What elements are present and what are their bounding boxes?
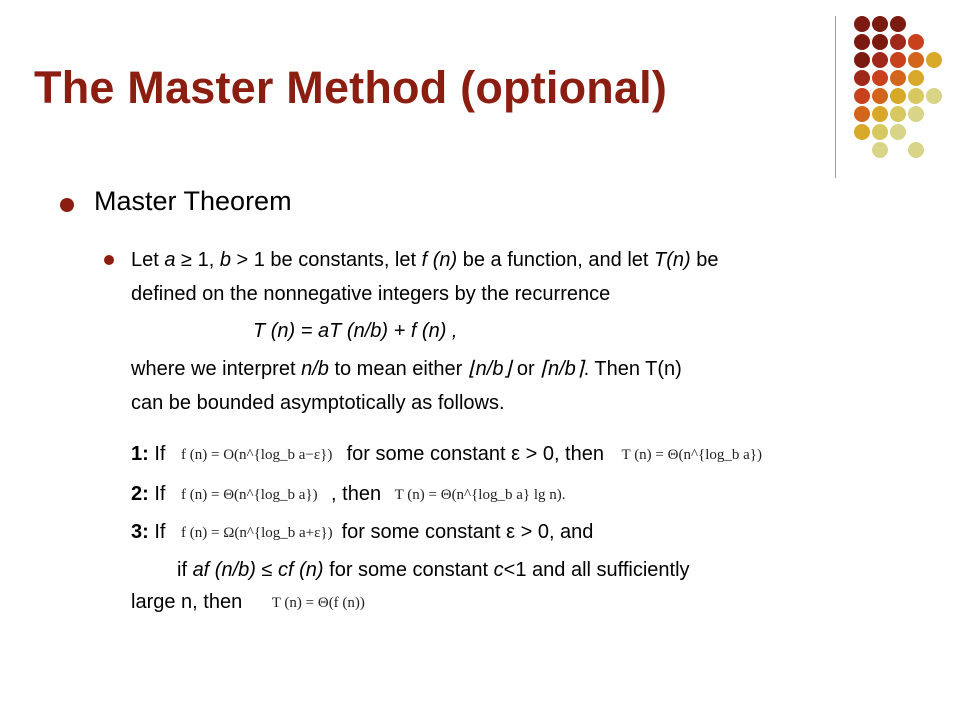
decor-dot (926, 88, 942, 104)
slide-title: The Master Method (optional) (34, 62, 668, 113)
decor-dot (872, 16, 888, 32)
case-1-result-formula: T (n) = Θ(n^{log_b a}) (621, 446, 762, 463)
case-3-result-formula: T (n) = Θ(f (n)) (271, 594, 365, 611)
decor-dot (908, 106, 924, 122)
case-2-result-formula: T (n) = Θ(n^{log_b a} lg n). (394, 486, 566, 503)
bullet-master-theorem: Master Theorem (94, 186, 292, 216)
decor-dot (872, 88, 888, 104)
case-1: 1: If f (n) = O(n^{log_b a−ε}) for some constant ε > 0, then T (n) = Θ(n^{log_b a}) (131, 441, 762, 468)
case-3: 3: If f (n) = Ω(n^{log_b a+ε}) for some constant ε > 0, and (131, 519, 593, 546)
decor-dot (908, 142, 924, 158)
theorem-statement-line-1: Let a ≥ 1, b > 1 be constants, let f (n) be a function, and let T(n) be (131, 249, 719, 271)
case-2: 2: If f (n) = Θ(n^{log_b a}) , then T (n) = Θ(n^{log_b a} lg n). (131, 481, 566, 508)
decor-dot (908, 52, 924, 68)
decor-dot (908, 34, 924, 50)
decor-dot (854, 88, 870, 104)
floor-expression: ⌊n/b⌋ (467, 358, 512, 380)
decor-dot (872, 124, 888, 140)
ceil-expression: ⌈n/b⌉ (540, 358, 584, 380)
decor-dot (908, 70, 924, 86)
decor-dot (854, 34, 870, 50)
decor-dot (908, 88, 924, 104)
theorem-statement-line-2: defined on the nonnegative integers by the recurrence (131, 283, 611, 305)
case-3-condition-formula: f (n) = Ω(n^{log_b a+ε}) (181, 524, 333, 541)
decor-dot (872, 34, 888, 50)
decor-dot (854, 106, 870, 122)
decor-dot (854, 16, 870, 32)
decor-dot (890, 34, 906, 50)
decor-dot (872, 52, 888, 68)
decor-dot (854, 124, 870, 140)
bullet-icon (60, 198, 74, 212)
decor-dot (872, 70, 888, 86)
case-3-regularity-condition: if af (n/b) ≤ cf (n) for some constant c<1 and all sufficiently (177, 559, 690, 581)
recurrence-equation: T (n) = aT (n/b) + f (n) , (253, 320, 458, 342)
decorative-divider-line (835, 16, 836, 178)
case-2-condition-formula: f (n) = Θ(n^{log_b a}) (181, 486, 318, 503)
decor-dot (854, 52, 870, 68)
case-3-line-3: large n, then T (n) = Θ(f (n)) (131, 589, 365, 616)
decor-dot (872, 142, 888, 158)
decor-dot (926, 52, 942, 68)
decor-dot (890, 16, 906, 32)
decor-dot (890, 88, 906, 104)
decor-dot (890, 70, 906, 86)
interpretation-line-2: can be bounded asymptotically as follows. (131, 392, 505, 414)
decor-dot (854, 70, 870, 86)
decor-dot (890, 52, 906, 68)
case-1-condition-formula: f (n) = O(n^{log_b a−ε}) (181, 446, 333, 463)
decor-dot (890, 124, 906, 140)
interpretation-line-1: where we interpret n/b to mean either ⌊n/b⌋ or ⌈n/b⌉. Then T(n) (131, 358, 682, 380)
decor-dot (890, 106, 906, 122)
bullet-icon (104, 255, 114, 265)
decor-dot (872, 106, 888, 122)
